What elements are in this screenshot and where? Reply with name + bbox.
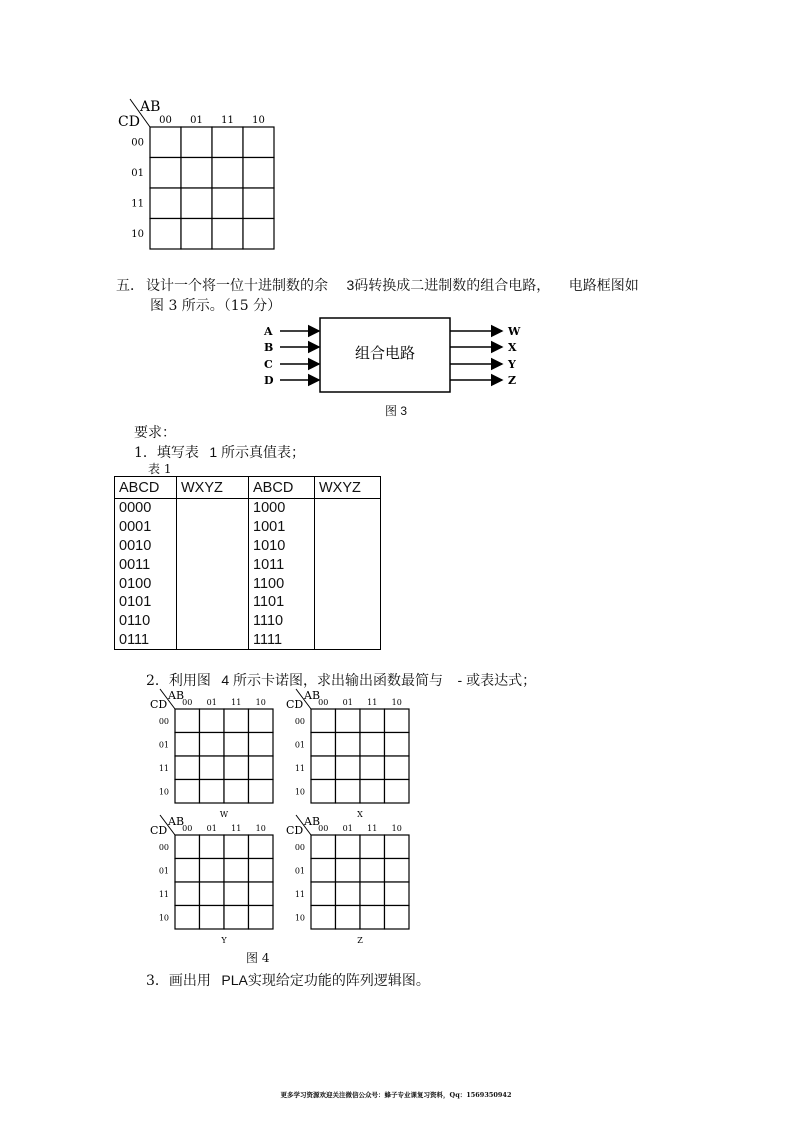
kmap-cell [360, 835, 385, 859]
kmap-z-svg [286, 814, 416, 944]
kmap-row-var: CD [118, 114, 140, 130]
kmap-row-label: 00 [294, 716, 305, 726]
kmap-cell [243, 158, 274, 189]
kmap-row-var: CD [150, 698, 168, 711]
kmap-cell [200, 780, 225, 804]
table-cell [177, 537, 249, 556]
table-cell [177, 555, 249, 574]
kmap-cell [212, 188, 243, 219]
kmap-cell [181, 158, 212, 189]
kmap-y [150, 814, 280, 944]
figure3-caption: 图 3 [385, 404, 408, 418]
figure3-diagram [258, 314, 528, 404]
kmap-row-label: 11 [158, 889, 169, 899]
kmap-row-var: CD [150, 824, 168, 837]
kmap-row-label: 00 [131, 137, 144, 149]
table-cell: 0110 [115, 612, 177, 631]
kmap-output-label: W [219, 810, 229, 819]
kmap-row-label: 01 [294, 866, 305, 876]
kmap-cell [360, 859, 385, 883]
kmap-cell [385, 756, 410, 780]
table-cell: 1010 [249, 537, 315, 556]
kmap-row-label: 01 [131, 167, 144, 179]
kmap-row-label: 10 [294, 787, 305, 797]
kmap-cell [360, 906, 385, 930]
figure3-output-label: X [508, 341, 517, 354]
kmap-cell [336, 756, 361, 780]
kmap-row-var: CD [286, 824, 304, 837]
kmap-cell [311, 882, 336, 906]
kmap-row-label: 00 [158, 716, 169, 726]
table-cell [315, 537, 381, 556]
table-row [115, 574, 381, 593]
table-cell: 0101 [115, 593, 177, 612]
kmap-col-label: 11 [367, 698, 378, 707]
kmap-z [286, 814, 416, 944]
kmap-cell [360, 882, 385, 906]
kmap-cell [224, 882, 249, 906]
kmap-cell [224, 709, 249, 733]
kmap-cell [336, 733, 361, 757]
requirement-item3a: 3．画出用 [146, 973, 211, 989]
kmap-cell [224, 756, 249, 780]
table-cell: 1111 [249, 631, 315, 650]
kmap-row-label: 10 [158, 787, 169, 797]
kmap-cell [249, 859, 274, 883]
kmap-row-label: 11 [158, 763, 169, 773]
kmap-cell [311, 709, 336, 733]
kmap-row-label: 11 [294, 889, 305, 899]
kmap-col-label: 00 [182, 698, 193, 707]
table-row [115, 537, 381, 556]
kmap-cell [175, 780, 200, 804]
kmap-cell [200, 709, 225, 733]
kmap-cell [175, 733, 200, 757]
figure3-input-label: C [264, 358, 273, 371]
kmap-cell [200, 756, 225, 780]
kmap-cell [385, 780, 410, 804]
table-row [115, 593, 381, 612]
kmap-cell [385, 835, 410, 859]
kmap-row-label: 00 [294, 842, 305, 852]
header-wxyz-2: WXYZ [315, 477, 381, 499]
kmap-row-var: CD [286, 698, 304, 711]
kmap-top-svg [118, 96, 288, 256]
kmap-cell [150, 188, 181, 219]
table-cell: 1011 [249, 555, 315, 574]
kmap-cell [212, 127, 243, 158]
table-row [115, 612, 381, 631]
kmap-cell [249, 882, 274, 906]
kmap-row-label: 01 [158, 866, 169, 876]
kmap-cell [175, 835, 200, 859]
kmap-row-label: 10 [158, 913, 169, 923]
kmap-cell [150, 158, 181, 189]
header-abcd-2: ABCD [249, 477, 315, 499]
kmap-row-label: 01 [294, 740, 305, 750]
kmap-col-label: 11 [231, 698, 242, 707]
table-cell: 0100 [115, 574, 177, 593]
kmap-cell [311, 780, 336, 804]
table-cell [315, 612, 381, 631]
table-cell: 1101 [249, 593, 315, 612]
kmap-output-label: Z [357, 936, 363, 945]
kmap-row-label: 00 [158, 842, 169, 852]
kmap-cell [224, 859, 249, 883]
kmap-cell [336, 882, 361, 906]
kmap-row-label: 11 [131, 198, 144, 210]
kmap-cell [212, 158, 243, 189]
kmap-cell [224, 906, 249, 930]
kmap-col-label: 00 [159, 115, 172, 126]
table-cell [177, 612, 249, 631]
kmap-col-label: 00 [318, 824, 329, 833]
kmap-cell [212, 219, 243, 250]
requirement-item1 [134, 442, 305, 462]
kmap-col-label: 10 [252, 115, 265, 126]
kmap-col-label: 11 [231, 824, 242, 833]
kmap-cell [311, 756, 336, 780]
table-cell: 0111 [115, 631, 177, 650]
kmap-cell [150, 219, 181, 250]
table-cell [177, 499, 249, 518]
kmap-col-label: 01 [342, 824, 353, 833]
header-abcd-1: ABCD [115, 477, 177, 499]
requirement-item2 [146, 670, 536, 690]
requirement-item3b: PLA实现给定功能的阵列逻辑图。 [221, 972, 430, 988]
kmap-cell [385, 733, 410, 757]
kmap-cell [175, 709, 200, 733]
kmap-col-var: AB [168, 689, 185, 702]
kmap-cell [360, 780, 385, 804]
figure3-input-label: D [264, 374, 274, 387]
truth-table [114, 476, 381, 650]
requirement-item1a: 1．填写表 [134, 445, 199, 461]
table-cell: 0000 [115, 499, 177, 518]
requirement-item3 [146, 970, 430, 990]
kmap-cell [243, 219, 274, 250]
kmap-cell [336, 859, 361, 883]
kmap-row-label: 11 [294, 763, 305, 773]
table-row [115, 631, 381, 650]
kmap-cell [224, 835, 249, 859]
question5-number: 五． [116, 277, 144, 293]
requirements-heading: 要求： [134, 425, 176, 441]
kmap-col-label: 11 [367, 824, 378, 833]
table-row [115, 499, 381, 518]
table1-caption: 表 1 [148, 462, 172, 476]
kmap-col-var: AB [304, 689, 321, 702]
figure3-input-label: A [264, 325, 273, 338]
kmap-cell [385, 906, 410, 930]
kmap-cell [311, 906, 336, 930]
kmap-cell [224, 780, 249, 804]
table-cell: 0001 [115, 518, 177, 537]
kmap-cell [385, 859, 410, 883]
kmap-cell [243, 188, 274, 219]
kmap-col-label: 01 [206, 698, 217, 707]
table-row [115, 518, 381, 537]
table-cell [177, 574, 249, 593]
footer-text: 更多学习资源欢迎关注微信公众号：蜂子专业课复习资料，Qq：1569350942 [280, 1091, 512, 1099]
table-cell [315, 574, 381, 593]
requirement-item2a: 2．利用图 [146, 673, 211, 689]
table-cell [315, 518, 381, 537]
kmap-cell [200, 882, 225, 906]
kmap-col-var: AB [140, 99, 161, 115]
kmap-col-label: 10 [255, 698, 266, 707]
kmap-cell [150, 127, 181, 158]
kmap-x-svg [286, 688, 416, 818]
kmap-col-label: 10 [255, 824, 266, 833]
question5-text-1a: 设计一个将一位十进制数的余 [146, 278, 328, 294]
kmap-cell [175, 882, 200, 906]
table-cell [177, 593, 249, 612]
kmap-col-label: 01 [190, 115, 203, 126]
table-cell: 1001 [249, 518, 315, 537]
kmap-cell [249, 709, 274, 733]
figure3-output-label: W [508, 325, 521, 338]
table-cell: 1000 [249, 499, 315, 518]
kmap-row-label: 10 [294, 913, 305, 923]
table-cell [177, 631, 249, 650]
kmap-cell [360, 709, 385, 733]
kmap-cell [249, 756, 274, 780]
requirement-item2b: 4 所示卡诺图，求出输出函数最简与 [221, 672, 444, 688]
kmap-cell [336, 835, 361, 859]
kmap-cell [249, 733, 274, 757]
kmap-y-svg [150, 814, 280, 944]
kmap-cell [181, 219, 212, 250]
kmap-cell [175, 756, 200, 780]
kmap-cell [249, 906, 274, 930]
kmap-row-label: 10 [131, 228, 144, 240]
table-cell [315, 593, 381, 612]
kmap-col-label: 10 [391, 824, 402, 833]
kmap-col-label: 00 [182, 824, 193, 833]
kmap-cell [385, 882, 410, 906]
question5-text-1b: 3码转换成二进制数的组合电路， [346, 277, 551, 293]
table-cell [315, 631, 381, 650]
kmap-col-label: 01 [206, 824, 217, 833]
figure3-box-label: 组合电路 [354, 344, 416, 362]
kmap-cell [311, 733, 336, 757]
kmap-cell [311, 835, 336, 859]
requirement-item2c: - 或表达式； [457, 672, 537, 688]
header-wxyz-1: WXYZ [177, 477, 249, 499]
kmap-cell [336, 906, 361, 930]
truth-table-header [115, 477, 381, 499]
kmap-col-var: AB [168, 815, 185, 828]
figure3-output-label: Y [508, 358, 516, 371]
kmap-cell [175, 859, 200, 883]
kmap-row-label: 01 [158, 740, 169, 750]
kmap-col-label: 00 [318, 698, 329, 707]
table-cell: 1100 [249, 574, 315, 593]
table-cell: 1110 [249, 612, 315, 631]
table-row [115, 555, 381, 574]
kmap-cell [224, 733, 249, 757]
kmap-cell [336, 709, 361, 733]
table-cell [315, 499, 381, 518]
table-cell [177, 518, 249, 537]
kmap-cell [336, 780, 361, 804]
figure4-caption: 图 4 [246, 951, 270, 965]
figure3-input-label: B [264, 341, 274, 354]
kmap-cell [200, 906, 225, 930]
requirement-item1b: 1 所示真值表； [209, 444, 306, 460]
figure3-output-label: Z [508, 374, 517, 387]
kmap-cell [249, 835, 274, 859]
kmap-cell [360, 733, 385, 757]
question5-text-line2: 图 3 所示。（15 分） [150, 298, 282, 314]
kmap-cell [175, 906, 200, 930]
kmap-cell [200, 859, 225, 883]
kmap-cell [385, 709, 410, 733]
table-cell: 0010 [115, 537, 177, 556]
kmap-cell [200, 733, 225, 757]
kmap-cell [249, 780, 274, 804]
kmap-x [286, 688, 416, 818]
table-cell [315, 555, 381, 574]
kmap-col-label: 11 [221, 115, 234, 126]
kmap-cell [360, 756, 385, 780]
figure3 [258, 314, 528, 408]
kmap-col-label: 01 [342, 698, 353, 707]
question5-text-1c: 电路框图如 [568, 278, 639, 294]
table-cell: 0011 [115, 555, 177, 574]
kmap-w [150, 688, 280, 818]
kmap-cell [181, 127, 212, 158]
kmap-cell [200, 835, 225, 859]
kmap-w-svg [150, 688, 280, 818]
kmap-cell [181, 188, 212, 219]
kmap-output-label: Y [221, 936, 227, 945]
kmap-cell [243, 127, 274, 158]
kmap-col-label: 10 [391, 698, 402, 707]
question5-text-line1 [146, 275, 639, 295]
kmap-top [118, 96, 288, 256]
kmap-output-label: X [357, 810, 363, 819]
kmap-col-var: AB [304, 815, 321, 828]
kmap-cell [311, 859, 336, 883]
